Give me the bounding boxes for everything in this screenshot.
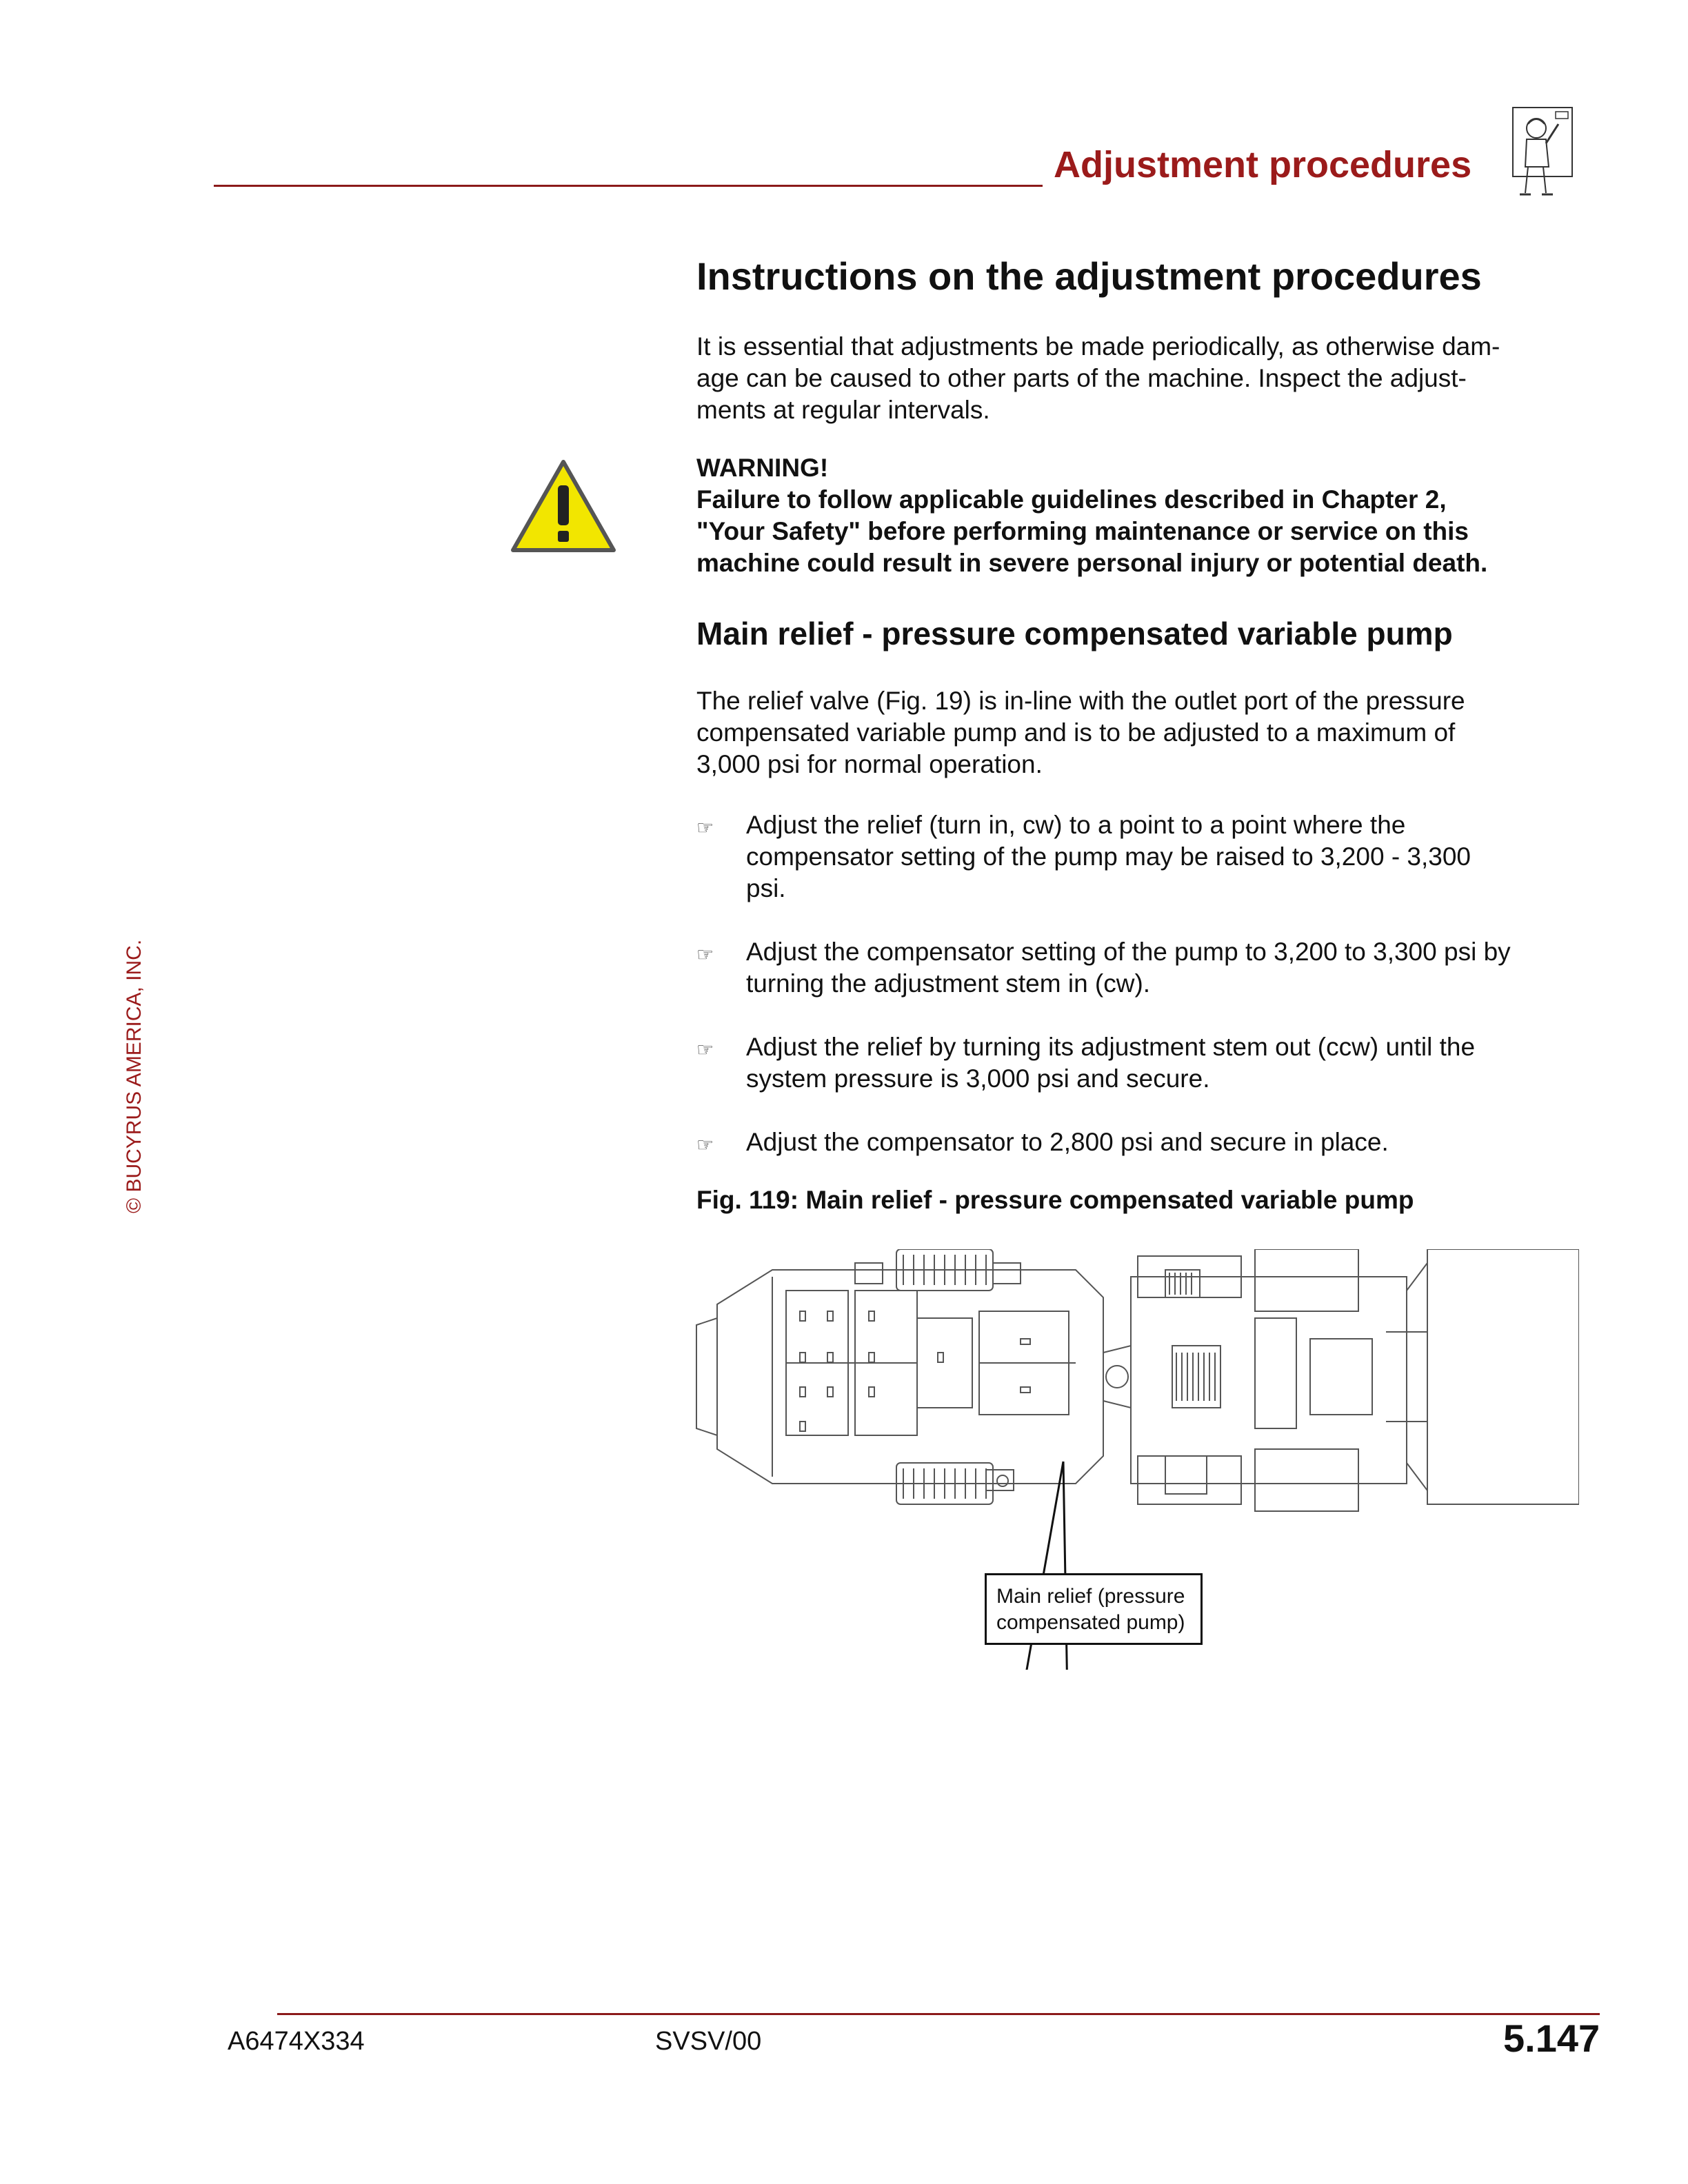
bucket bbox=[1427, 1249, 1579, 1504]
list-item bbox=[696, 1126, 1572, 1158]
intro-line: It is essential that adjustments be made periodically, as otherwise dam- bbox=[696, 332, 1500, 361]
rear-chassis-outline bbox=[717, 1270, 1103, 1484]
callout-line: Main relief (pressure bbox=[996, 1585, 1185, 1608]
warning-heading: WARNING! bbox=[696, 454, 829, 482]
intro-line: age can be caused to other parts of the machine. Inspect the adjust- bbox=[696, 364, 1467, 392]
doc-number: A6474X334 bbox=[228, 2027, 365, 2056]
section-title: Instructions on the adjustment procedures bbox=[696, 254, 1482, 298]
page-number: 5.147 bbox=[1503, 2016, 1600, 2060]
procedure-list bbox=[696, 809, 1572, 1190]
header-rule bbox=[214, 185, 1043, 187]
list-item-line: system pressure is 3,000 psi and secure. bbox=[746, 1064, 1210, 1093]
intro-line: ments at regular intervals. bbox=[696, 396, 990, 424]
body-line: 3,000 psi for normal operation. bbox=[696, 750, 1043, 778]
body-line: The relief valve (Fig. 19) is in-line with the outlet port of the pressure bbox=[696, 687, 1465, 715]
page-header-title: Adjustment procedures bbox=[1054, 144, 1472, 185]
pointing-hand-icon: ☞ bbox=[696, 817, 714, 838]
warning-block bbox=[696, 452, 1572, 579]
warning-line: "Your Safety" before performing maintenance or service on this bbox=[696, 517, 1469, 545]
list-item bbox=[696, 809, 1572, 904]
list-item-line: turning the adjustment stem in (cw). bbox=[746, 969, 1151, 998]
list-item-line: Adjust the relief (turn in, cw) to a point to a point where the bbox=[746, 811, 1406, 839]
list-item-line: Adjust the relief by turning its adjustment stem out (ccw) until the bbox=[746, 1033, 1476, 1061]
pointing-hand-icon: ☞ bbox=[696, 1134, 714, 1155]
list-item-line: psi. bbox=[746, 874, 786, 902]
side-copyright: © BUCYRUS AMERICA, INC. bbox=[123, 939, 145, 1213]
mechanic-icon bbox=[1507, 103, 1576, 200]
list-item bbox=[696, 1031, 1572, 1095]
list-item bbox=[696, 936, 1572, 1000]
warning-triangle-icon bbox=[509, 458, 618, 556]
revision-code: SVSV/00 bbox=[655, 2027, 762, 2056]
list-item-line: Adjust the compensator setting of the pump to 3,200 to 3,300 psi by bbox=[746, 938, 1511, 966]
warning-line: machine could result in severe personal injury or potential death. bbox=[696, 549, 1488, 577]
intro-paragraph bbox=[696, 331, 1572, 426]
subsection-title: Main relief - pressure compensated variable pump bbox=[696, 616, 1453, 651]
body-line: compensated variable pump and is to be adjusted to a maximum of bbox=[696, 718, 1456, 747]
callout-box bbox=[985, 1573, 1203, 1645]
pointing-hand-icon: ☞ bbox=[696, 1039, 714, 1060]
relief-paragraph bbox=[696, 685, 1572, 780]
list-item-line: compensator setting of the pump may be raised to 3,200 - 3,300 bbox=[746, 842, 1471, 871]
figure-caption: Fig. 119: Main relief - pressure compensated variable pump bbox=[696, 1186, 1414, 1214]
callout-line: compensated pump) bbox=[996, 1611, 1185, 1634]
footer-rule bbox=[277, 2013, 1600, 2015]
list-item-line: Adjust the compensator to 2,800 psi and secure in place. bbox=[746, 1128, 1389, 1156]
pointing-hand-icon: ☞ bbox=[696, 944, 714, 965]
warning-line: Failure to follow applicable guidelines described in Chapter 2, bbox=[696, 485, 1447, 514]
